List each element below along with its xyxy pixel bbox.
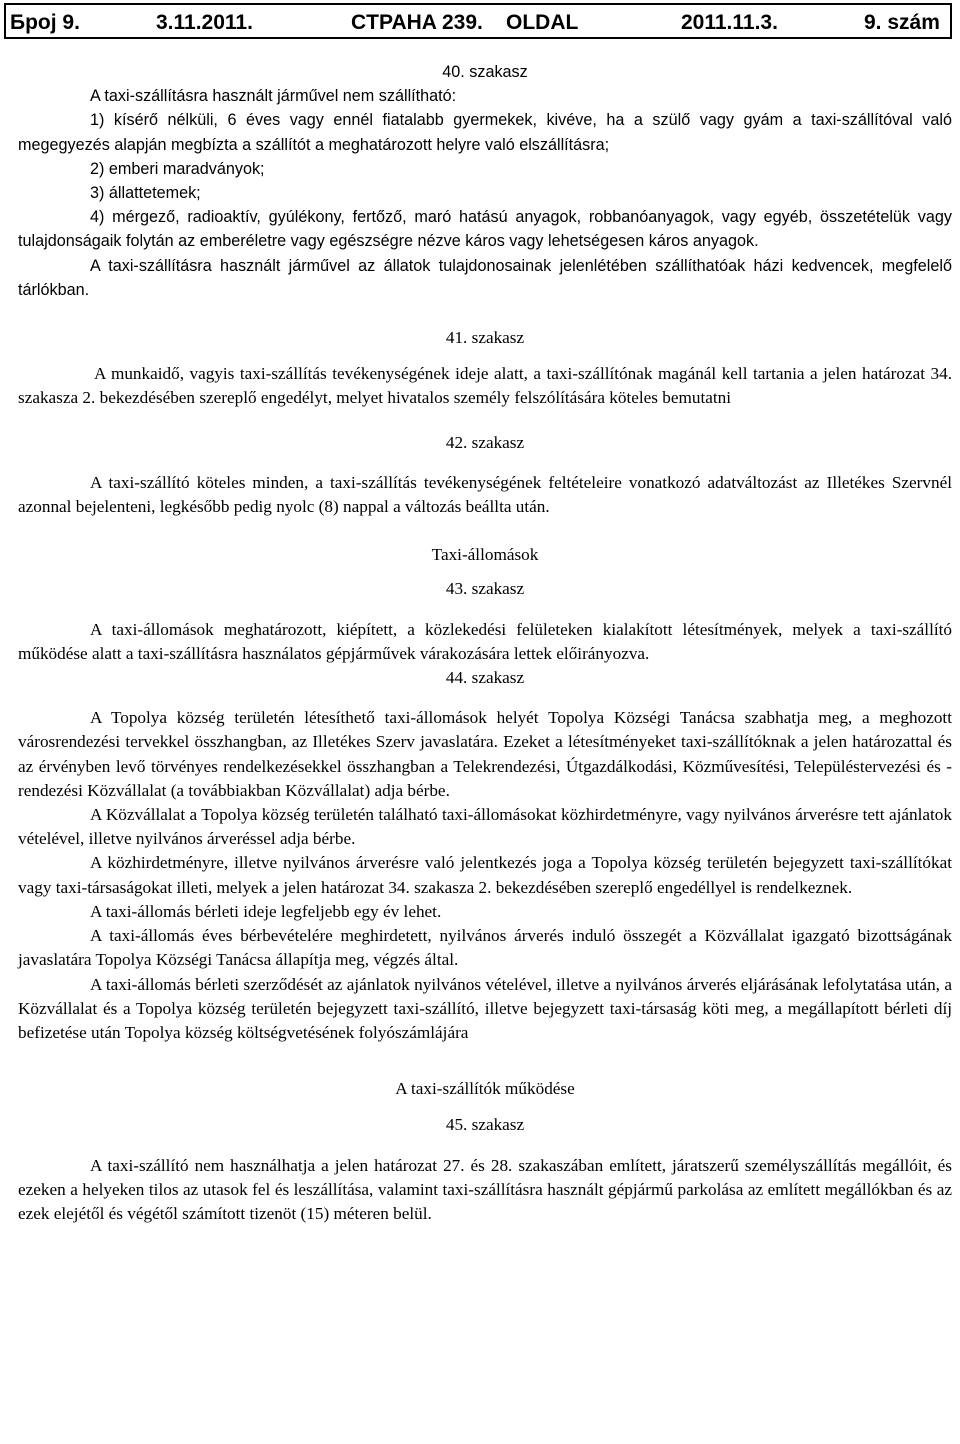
list-item: 3) állattetemek; (90, 184, 201, 203)
paragraph: A taxi-állomások meghatározott, kiépített, a közlekedési felületeken kialakított létesítmények, melyek a taxi-szállító működése alatt a taxi-szállításra használatos gépjárművek várakozására lettek előirányozva. (18, 619, 952, 663)
list-item: 4) mérgező, radioaktív, gyúlékony, fertőző, maró hatású anyagok, robbanóanyagok, vagy egyéb, összetételük vagy tulajdonságaik folytán az emberéletre vagy egészségre nézve káros vagy lehetségesen káros anyagok. (18, 208, 952, 251)
page-label-hu: OLDAL (506, 11, 579, 34)
paragraph: A taxi-szállító nem használhatja a jelen határozat 27. és 28. szakaszában említett, járatszerű személyszállítás megállóit, és ezeken a helyeken tilos az utasok fel és leszállítása, valamint taxi-szállításra használt gépjármű parkolása az említett megállókban és az ezek elejétől és végétől számított tizenöt (15) méteren belül. (18, 1155, 952, 1223)
section-42 (18, 431, 952, 520)
list-item: 1) kísérő nélküli, 6 éves vagy ennél fiatalabb gyermekek, kivéve, ha a szülő vagy gyám a taxi-szállítóval való megegyezés alapján megbízta a szállítót a meghatározott helyre való elszállításra; (18, 111, 952, 154)
list-intro: A taxi-szállításra használt járművel nem szállítható: (90, 87, 457, 106)
section-title: 43. szakasz (445, 579, 525, 599)
section-44 (18, 666, 952, 1045)
section-40 (18, 60, 952, 302)
section-title: 42. szakasz (445, 432, 525, 452)
paragraph: A taxi-állomás bérleti szerződését az ajánlatok nyilvános vételével, illetve a nyilvános árverés eljárásának lefolytatása után, a Közvállalat és a Topolya község területén bejegyzett taxi-szállító, illetve bejegyzett taxi-társaság köti meg, a megállapított bérleti díj befizetése után Topolya község költségvetésének folyószámlájára (18, 974, 952, 1042)
issue-number-sr: Бpoj 9. (10, 11, 80, 34)
page-header (4, 3, 952, 39)
issue-number-hu: 9. szám (864, 11, 940, 34)
page-number-sr: CTPAHA 239. (351, 11, 483, 34)
section-41 (18, 326, 952, 411)
section-title: 41. szakasz (445, 328, 525, 348)
date-hu: 2011.11.3. (681, 11, 778, 34)
paragraph: A taxi-szállításra használt járművel az állatok tulajdonosainak jelenlétében szállíthatóak házi kedvencek, megfelelő tárlókban. (18, 256, 952, 299)
section-title: 40. szakasz (442, 63, 528, 81)
paragraph: A taxi-állomás éves bérbevételére meghirdetett, nyilvános árverés induló összegét a Közvállalat igazgató bizottságának javaslatára Topolya Községi Tanácsa állapítja meg, végzés által. (18, 926, 952, 970)
section-43 (18, 577, 952, 666)
section-title: 44. szakasz (445, 668, 525, 688)
chapter-title: A taxi-szállítók működése (395, 1079, 575, 1099)
section-title: 45. szakasz (445, 1115, 525, 1135)
paragraph: A taxi-állomás bérleti ideje legfeljebb egy év lehet. (90, 901, 442, 921)
date-sr: 3.11.2011. (156, 11, 253, 34)
paragraph: A Közvállalat a Topolya község területén található taxi-állomásokat közhirdetményre, vagy nyilvános árverésre tett ajánlatok vételével, illetve nyilvános árveréssel adja bérbe. (18, 805, 952, 849)
list-item: 2) emberi maradványok; (90, 159, 265, 178)
chapter-title: Taxi-állomások (431, 545, 539, 565)
paragraph: A Topolya község területén létesíthető taxi-állomások helyét Topolya Községi Tanácsa szabhatja meg, a meghozott városrendezési tervekkel összhangban, az Illetékes Szerv javaslatára. Ezeket a létesítményeket taxi-szállítóknak a jelen határozattal és az érvényben levő törvényes rendelkezésekkel összhangban a Telekrendezési, Útgazdálkodási, Közművesítési, Településtervezési és -rendezési Közvállalat (a továbbiakban Közvállalat) adja bérbe. (18, 708, 952, 800)
document-body (18, 60, 952, 1226)
paragraph: A taxi-szállító köteles minden, a taxi-szállítás tevékenységének feltételeire vonatkozó adatváltozást az Illetékes Szervnél azonnal bejelenteni, legkésőbb pedig nyolc (8) nappal a változás beállta után. (18, 472, 952, 517)
paragraph: A közhirdetményre, illetve nyilvános árverésre való jelentkezés joga a Topolya község területén bejegyzett taxi-szállítókat vagy taxi-társaságokat illeti, melyek a jelen határozat 34. szakasza 2. bekezdésében szereplő engedéllyel is rendelkeznek. (18, 853, 952, 897)
paragraph: A munkaidő, vagyis taxi-szállítás tevékenységének ideje alatt, a taxi-szállítónak magánál kell tartania a jelen határozat 34. szakasza 2. bekezdésében szereplő engedélyt, melyet hivatalos személy felszólítására köteles bemutatni (18, 364, 952, 408)
list (18, 84, 952, 302)
section-45 (18, 1113, 952, 1226)
